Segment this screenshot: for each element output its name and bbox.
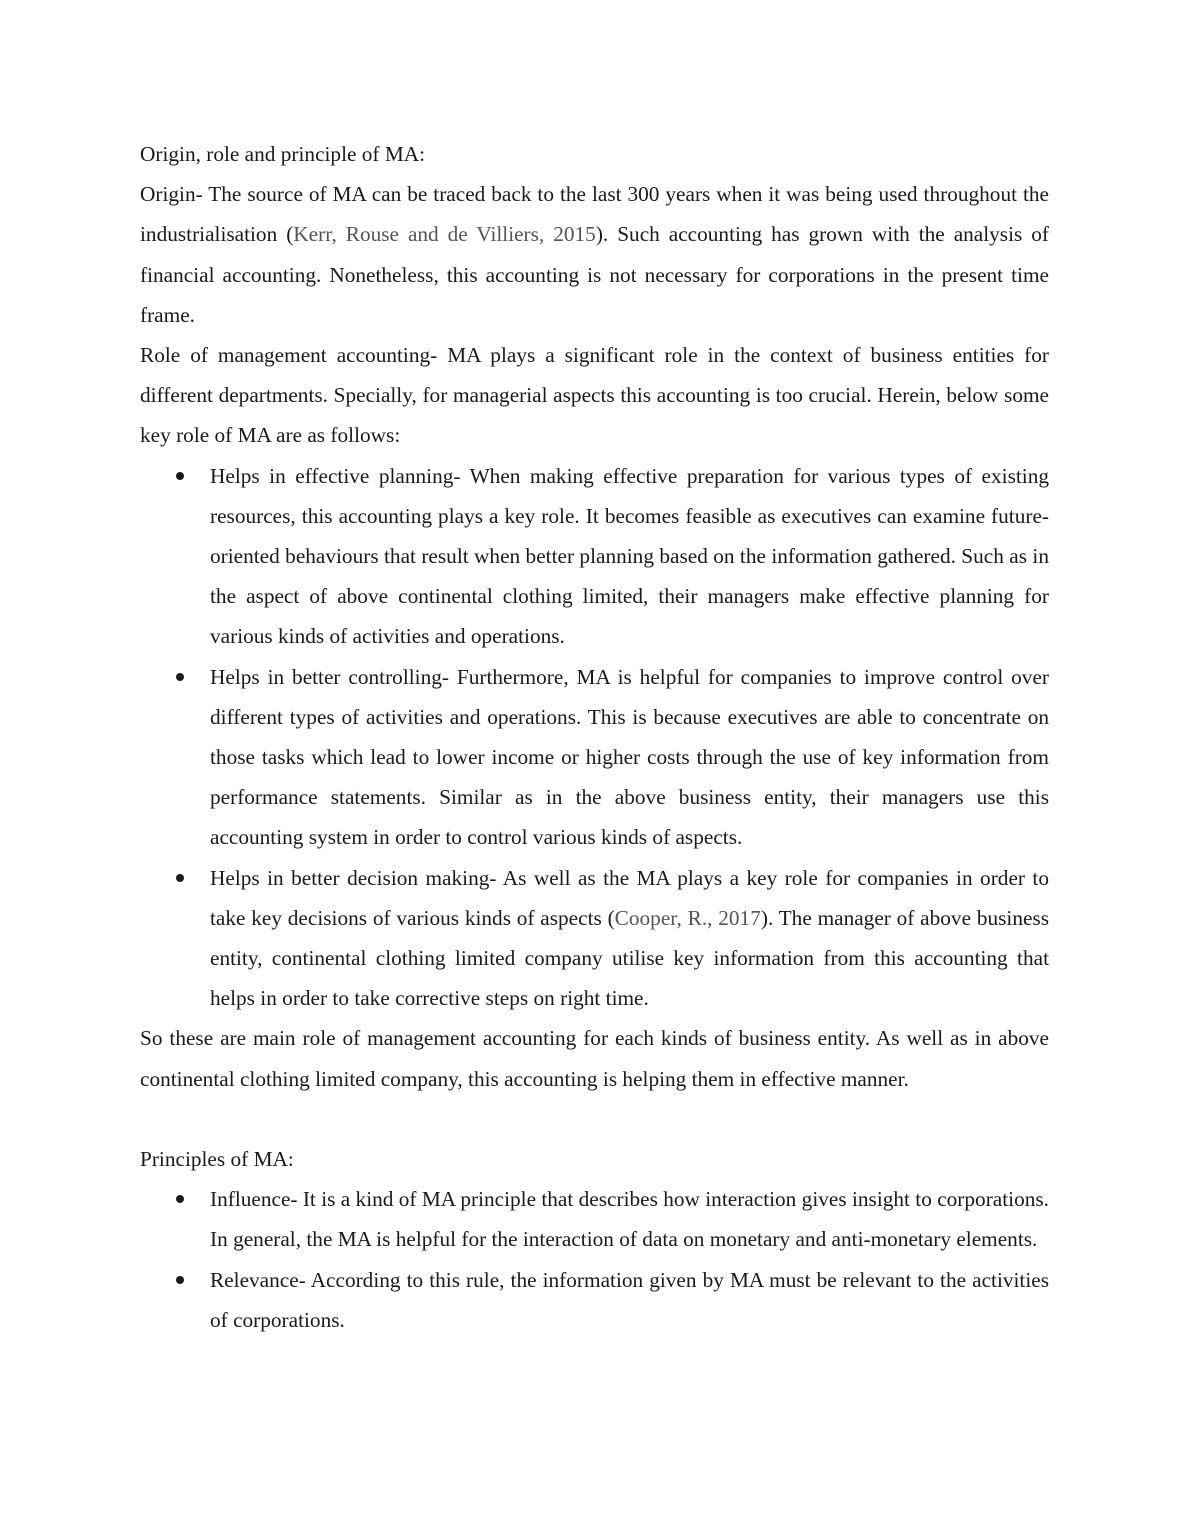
principle-relevance-text: Relevance- According to this rule, the information given by MA must be relevant to the activities of corporations. [210,1267,1049,1332]
origin-text-before: Origin- The source of MA can be traced back to the last 300 years when it was being used throughout the industrialisation ( [140,182,1049,247]
bullet-icon [175,858,185,898]
origin-text-after: ). Such accounting has grown with the analysis of financial accounting. Nonetheless, this accounting is not necessary for corporations in the present time frame. [140,222,1050,327]
principle-influence-text: Influence- It is a kind of MA principle that describes how interaction gives insight to corporations. In general, the MA is helpful for the interaction of data on monetary and anti-monetary elements. [210,1187,1049,1252]
role-summary-paragraph: So these are main role of management accounting for each kinds of business entity. As well as in above continental clothing limited company, this accounting is helping them in effective manner. [140,1026,1049,1091]
principles-heading: Principles of MA: [140,1147,294,1172]
bullet-icon [175,657,185,697]
list-item [140,1260,1049,1340]
document-page [140,134,1049,1340]
section-heading: Origin, role and principle of MA: [140,142,426,166]
role-planning-text: Helps in effective planning- When making effective preparation for various types of existing resources, this accounting plays a key role. It becomes feasible as executives can examine future-oriented behaviours that result when better planning based on the information gathered. Such as in the aspect of above continental clothing limited, their managers make effective planning for various kinds of activities and operations. [210,463,1049,649]
principles-list [140,1179,1049,1340]
list-item [140,456,1049,657]
role-decision-text-after: ). The manager of above business entity, continental clothing limited company utilise key information from this accounting that helps in order to take corrective steps on right time. [210,905,1049,1011]
blank-line [140,1099,1049,1139]
list-item [140,1179,1049,1259]
bullet-icon [175,1179,185,1219]
origin-paragraph [140,174,1049,335]
role-controlling-text: Helps in better controlling- Furthermore, MA is helpful for companies to improve control over different types of activities and operations. This is because executives are able to concentrate on those tasks which lead to lower income or higher costs through the use of key information from performance statements. Similar as in the above business entity, their managers use this accounting system in order to control various kinds of aspects. [210,664,1049,850]
role-decision-text-before: Helps in better decision making- As well as the MA plays a key role for companies in order to take key decisions of various kinds of aspects ( [210,865,1049,930]
origin-citation: Kerr, Rouse and de Villiers, 2015 [293,222,596,247]
bullet-icon [175,1260,185,1300]
list-item [140,657,1049,858]
role-decision-citation: Cooper, R., 2017 [614,905,761,930]
bullet-icon [175,456,185,496]
role-intro-paragraph: Role of management accounting- MA plays a significant role in the context of business entities for different departments. Specially, for managerial aspects this accounting is too crucial. Herein, below some key role of MA are as follows: [140,343,1049,448]
list-item [140,858,1049,1019]
roles-list [140,456,1049,1019]
